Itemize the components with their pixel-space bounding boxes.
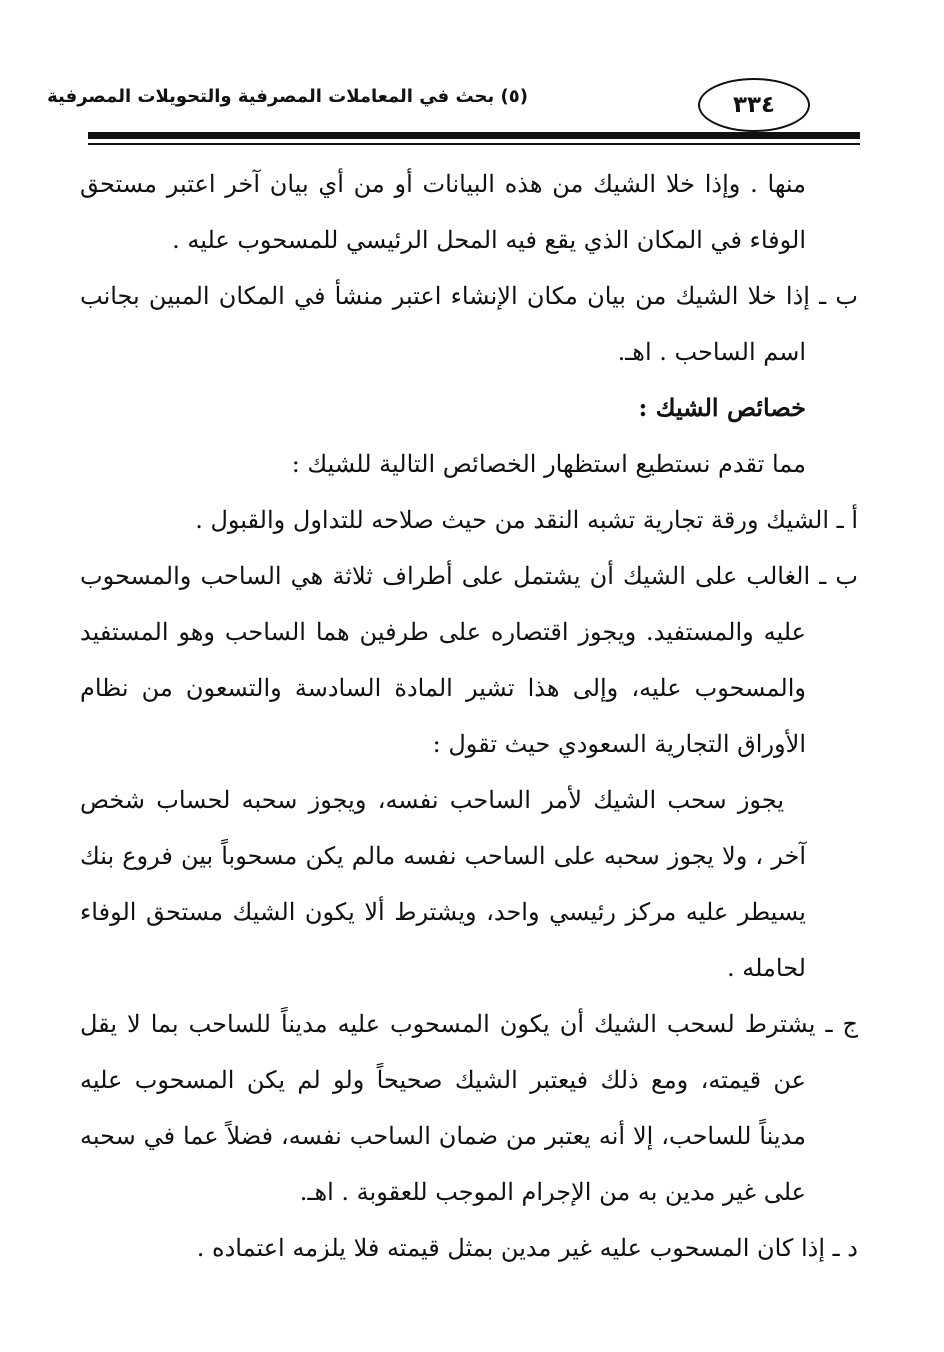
paragraph-continuation: منها . وإذا خلا الشيك من هذه البيانات أو من أي بيان آخر اعتبر مستحق الوفاء في المكان الذي يقع فيه المحل الرئيسي للمسحوب عليه . <box>80 170 806 254</box>
list-item-ba-2: ب ـ الغالب على الشيك أن يشتمل على أطراف ثلاثة هي الساحب والمسحوب عليه والمستفيد. ويجوز اقتصاره على طرفين هما الساحب وهو المستفيد والمسحوب عليه، وإلى هذا تشير المادة السادسة والتسعون من نظام الأوراق التجارية السعودي حيث تقول : <box>80 562 858 758</box>
intro-paragraph: مما تقدم نستطيع استظهار الخصائص التالية للشيك : <box>291 450 806 478</box>
page-header <box>47 72 860 162</box>
page-number: ٣٣٤ <box>698 78 810 132</box>
list-item-dal: د ـ إذا كان المسحوب عليه غير مدين بمثل قيمته فلا يلزمه اعتماده . <box>196 1234 858 1262</box>
running-title: (٥) بحث في المعاملات المصرفية والتحويلات المصرفية <box>47 86 528 107</box>
section-heading: خصائص الشيك : <box>638 393 806 422</box>
list-item-jim: ج ـ يشترط لسحب الشيك أن يكون المسحوب عليه مديناً للساحب بما لا يقل عن قيمته، ومع ذلك فيعتبر الشيك صحيحاً ولو لم يكن المسحوب عليه مديناً للساحب، إلا أنه يعتبر من ضمان الساحب نفسه، فضلاً عما في سحبه على غير مدين به من الإجرام الموجب للعقوبة . اهـ. <box>80 1010 858 1206</box>
quoted-article: يجوز سحب الشيك لأمر الساحب نفسه، ويجوز سحبه لحساب شخص آخر ، ولا يجوز سحبه على الساحب نفسه مالم يكن مسحوباً بين فروع بنك يسيطر عليه مركز رئيسي واحد، ويشترط ألا يكون الشيك مستحق الوفاء لحامله . <box>80 786 806 982</box>
header-rule-thick <box>88 132 860 139</box>
list-item-ba: ب ـ إذا خلا الشيك من بيان مكان الإنشاء اعتبر منشأ في المكان المبين بجانب اسم الساحب . اهـ. <box>80 282 858 366</box>
header-rule-thin <box>88 143 860 145</box>
page-body <box>80 156 858 1276</box>
list-item-alif: أ ـ الشيك ورقة تجارية تشبه النقد من حيث صلاحه للتداول والقبول . <box>195 506 858 534</box>
